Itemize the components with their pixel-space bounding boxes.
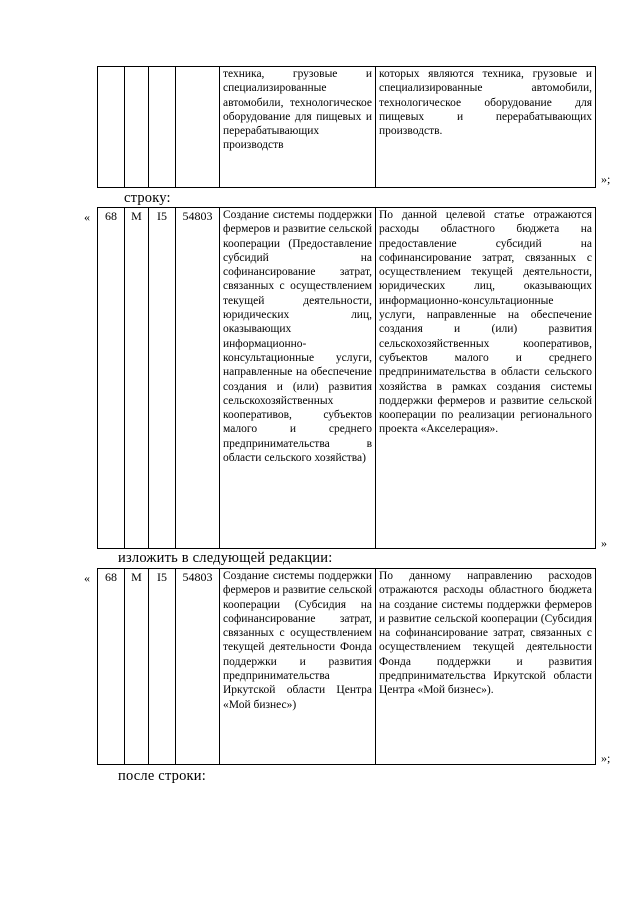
top-close-quote: »; <box>601 172 611 186</box>
block2-close-quote: » <box>601 536 607 550</box>
phrase-after-row: после строки: <box>118 768 206 784</box>
block3-code-4: 54803 <box>176 569 220 765</box>
block3-code-1: 68 <box>98 569 125 765</box>
block2-table <box>97 207 596 549</box>
block3-open-quote: « <box>84 571 90 585</box>
top-col4 <box>176 67 220 188</box>
block3-code-3: I5 <box>149 569 176 765</box>
block2-open-quote: « <box>84 210 90 224</box>
top-description-cell: которых являются техника, грузовые и специализированные автомобили, технологическое оборудование для пищевых и перерабатывающих производств. <box>376 67 596 188</box>
phrase-edit: изложить в следующей редакции: <box>118 550 333 566</box>
phrase-row: строку: <box>124 190 171 206</box>
top-col1 <box>98 67 125 188</box>
block2-code-1: 68 <box>98 208 125 549</box>
block2-name-cell: Создание системы поддержки фермеров и развитие сельской кооперации (Предоставление субсидий на софинансирование затрат, связанных с осуществлением текущей деятельности, юридических лиц, оказывающих информационно-консультационные услуги, направленные на обеспечение создания и (или) развития сельскохозяйственных кооперативов, субъектов малого и среднего предпринимательства в области сельского хозяйства) <box>220 208 376 549</box>
top-table <box>97 66 596 188</box>
block3-name-cell: Создание системы поддержки фермеров и развитие сельской кооперации (Субсидия на софинансирование затрат, связанных с осуществлением текущей деятельности Фонда поддержки и развития предпринимательства Иркутской области Центра «Мой бизнес») <box>220 569 376 765</box>
block3-close-quote: »; <box>601 751 611 765</box>
top-col2 <box>125 67 149 188</box>
block2-code-4: 54803 <box>176 208 220 549</box>
top-col3 <box>149 67 176 188</box>
block2-code-2: М <box>125 208 149 549</box>
top-name-cell: техника, грузовые и специализированные автомобили, технологическое оборудование для пищевых и перерабатывающих производств <box>220 67 376 188</box>
block3-description-cell: По данному направлению расходов отражаются расходы областного бюджета на создание системы поддержки фермеров и развитие сельской кооперации (Субсидия на софинансирование затрат, связанных с осуществлением текущей деятельности Фонда поддержки и развития предпринимательства Иркутской области Центра «Мой бизнес»). <box>376 569 596 765</box>
block3-code-2: М <box>125 569 149 765</box>
block2-description-cell: По данной целевой статье отражаются расходы областного бюджета на предоставление субсидий на софинансирование затрат, связанных с осуществлением текущей деятельности, юридических лиц, оказывающих информационно-консультационные услуги, направленные на обеспечение создания и (или) развития сельскохозяйственных кооперативов, субъектов малого и среднего предпринимательства в области сельского хозяйства в рамках создания системы поддержки фермеров и развитие сельской кооперации по реализации регионального проекта «Акселерация». <box>376 208 596 549</box>
block3-table <box>97 568 596 765</box>
block2-code-3: I5 <box>149 208 176 549</box>
